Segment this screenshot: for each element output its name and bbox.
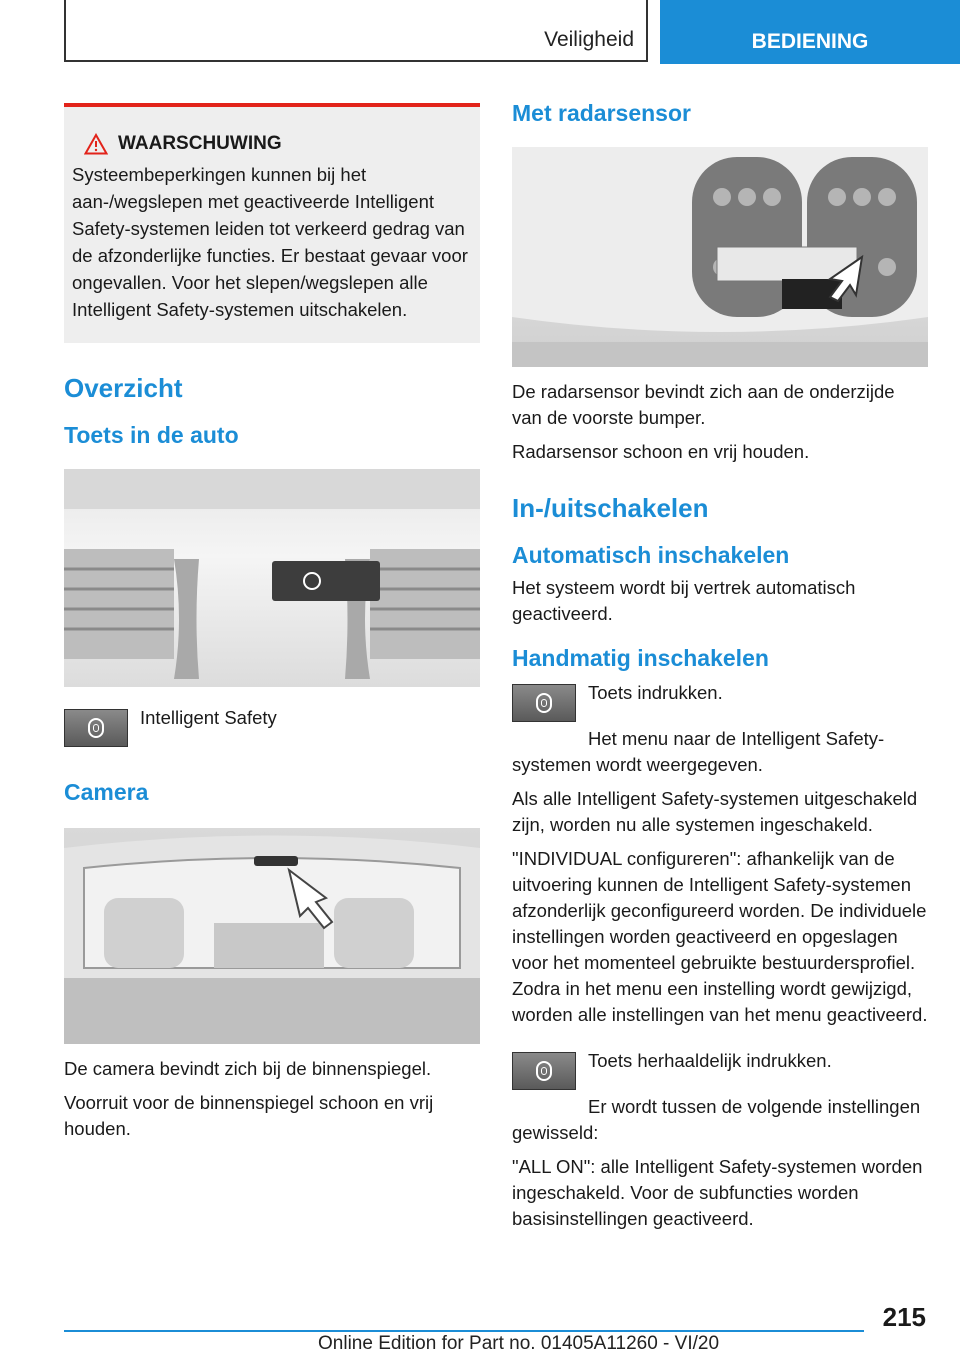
button-heading: Toets in de auto [64,422,239,448]
step-2-line-1: Toets herhaaldelijk indrukken. [588,1050,832,1071]
camera-text-1: De camera bevindt zich bij de binnenspiegel. [64,1058,432,1079]
intelligent-safety-button-icon [64,709,128,747]
step-1-row [512,684,928,722]
para-all-off: Als alle Intelligent Safety-systemen uitgeschakeld zijn, worden nu alle systemen ingeschakeld. [512,788,918,835]
para-all-on: "ALL ON": alle Intelligent Safety-systemen worden ingeschakeld. Voor de subfuncties worden basisinstellingen geactiveerd. [512,1156,923,1229]
overview-heading: Overzicht [64,373,183,403]
step-2-line-2: Er wordt tussen de volgende instellingen gewisseld: [512,1096,921,1143]
auto-heading: Automatisch inschakelen [512,542,790,568]
header-chapter-tab [660,0,960,64]
right-column [512,100,928,1232]
safety-button-icon-2 [512,1052,576,1090]
warning-title-row [84,133,472,155]
step-1-line-2: Het menu naar de Intelligent Safety-systemen wordt weergegeven. [512,728,885,775]
camera-text-2: Voorruit voor de binnenspiegel schoon en vrij houden. [64,1092,434,1139]
safety-button-icon-1 [512,684,576,722]
radar-heading: Met radarsensor [512,100,691,126]
warning-text: Systeembeperkingen kunnen bij het aan-/wegslepen met geactiveerde Intelligent Safety-systemen leiden tot verkeerd gedrag van de afzonderlijke functies. Er bestaat gevaar voor ongevallen. Voor het slepen/wegslepen alle Intelligent Safety-systemen uitschakelen. [72,164,468,320]
footer-rule [64,1330,864,1332]
warning-box [64,103,480,343]
intelligent-safety-button-row [64,709,480,747]
camera-location-photo [64,828,480,1044]
header-section-title: Veiligheid [544,28,634,51]
dashboard-button-photo [64,469,480,687]
dashboard-illustration [64,469,480,687]
manual-heading: Handmatig inschakelen [512,645,769,671]
para-individual: "INDIVIDUAL configureren": afhankelijk van de uitvoering kunnen de Intelligent Safety-systemen afzonderlijk geconfigureerd worden. De individuele instellingen worden geactiveerd en opgeslagen voor het momenteel gebruikte bestuurdersprofiel. Zodra in het menu een instelling wordt gewijzigd, worden alle instellingen van het menu geactiveerd. [512,848,928,1025]
left-column [64,103,480,1142]
radar-text-2: Radarsensor schoon en vrij houden. [512,441,810,462]
page-number: 215 [882,1302,926,1332]
radar-text-1: De radarsensor bevindt zich aan de onderzijde van de voorste bumper. [512,381,895,428]
header-chapter-label: BEDIENING [751,30,869,53]
warning-triangle-icon [84,133,108,155]
step-1-line-1: Toets indrukken. [588,682,723,703]
windshield-illustration [64,828,480,1044]
radar-sensor-photo [512,147,928,367]
bumper-illustration [512,147,928,367]
step-2-row [512,1052,928,1090]
edition-text: Online Edition for Part no. 01405A11260 - VI/20 [318,1333,720,1354]
intelligent-safety-caption: Intelligent Safety [140,707,277,728]
auto-text: Het systeem wordt bij vertrek automatisch geactiveerd. [512,577,856,624]
switch-heading: In-/uitschakelen [512,493,709,523]
camera-heading: Camera [64,779,149,805]
warning-title: WAARSCHUWING [118,133,282,154]
